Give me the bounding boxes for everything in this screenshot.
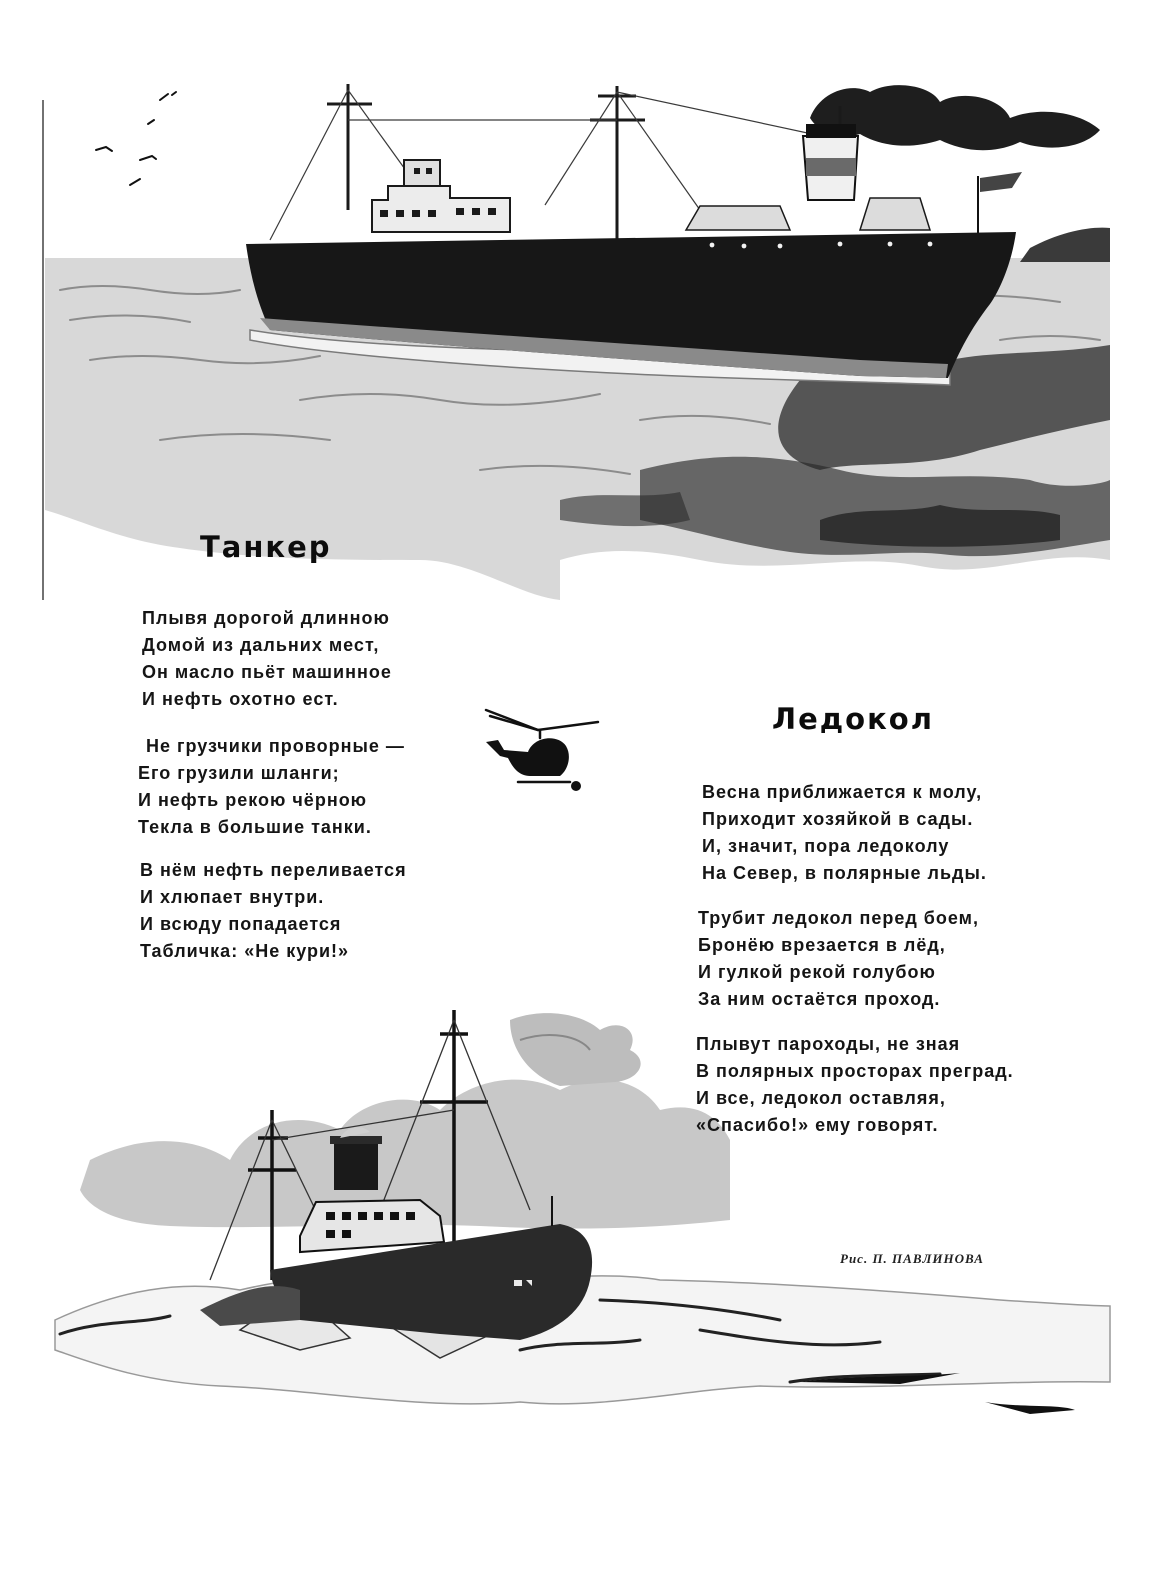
icebreaker-line: За ним остаётся проход. bbox=[698, 989, 941, 1009]
icebreaker-line: Трубит ледокол перед боем, bbox=[698, 908, 979, 928]
illustrator-credit: Рис. П. ПАВЛИНОВА bbox=[840, 1251, 984, 1266]
icebreaker-line: И гулкой рекой голубою bbox=[698, 962, 936, 982]
tanker-title: Танкер bbox=[200, 530, 332, 564]
tanker-line: И нефть охотно ест. bbox=[142, 689, 339, 709]
tanker-stanza-2 bbox=[138, 733, 405, 841]
icebreaker-line: Весна приближается к молу, bbox=[702, 782, 983, 802]
icebreaker-line: И, значит, пора ледоколу bbox=[702, 836, 950, 856]
icebreaker-stanza-3 bbox=[696, 1031, 1014, 1139]
icebreaker-line: На Север, в полярные льды. bbox=[702, 863, 987, 883]
tanker-line: Он масло пьёт машинное bbox=[142, 662, 392, 682]
helicopter-icon bbox=[478, 700, 608, 800]
icebreaker-title: Ледокол bbox=[772, 702, 934, 736]
icebreaker-line: Приходит хозяйкой в сады. bbox=[702, 809, 974, 829]
tanker-line: Табличка: «Не кури!» bbox=[140, 941, 350, 961]
tanker-line: В нём нефть переливается bbox=[140, 860, 407, 880]
icebreaker-line: «Спасибо!» ему говорят. bbox=[696, 1115, 939, 1135]
tanker-line: Домой из дальних мест, bbox=[142, 635, 380, 655]
icebreaker-line: И все, ледокол оставляя, bbox=[696, 1088, 946, 1108]
icebreaker-stanza-1 bbox=[702, 779, 987, 887]
icebreaker-line: Бронёю врезается в лёд, bbox=[698, 935, 946, 955]
tanker-line: И нефть рекою чёрною bbox=[138, 790, 368, 810]
tanker-line: И всюду попадается bbox=[140, 914, 342, 934]
tanker-illustration bbox=[0, 0, 1163, 620]
tanker-stanza-3 bbox=[140, 857, 407, 965]
tanker-line: Текла в большие танки. bbox=[138, 817, 372, 837]
icebreaker-line: В полярных просторах преград. bbox=[696, 1061, 1014, 1081]
tanker-stanza-1 bbox=[142, 605, 392, 713]
tanker-line: Его грузили шланги; bbox=[138, 763, 340, 783]
tanker-line: Не грузчики проворные — bbox=[146, 736, 405, 756]
tanker-line: И хлюпает внутри. bbox=[140, 887, 325, 907]
icebreaker-stanza-2 bbox=[698, 905, 979, 1013]
tanker-line: Плывя дорогой длинною bbox=[142, 608, 390, 628]
icebreaker-line: Плывут пароходы, не зная bbox=[696, 1034, 961, 1054]
